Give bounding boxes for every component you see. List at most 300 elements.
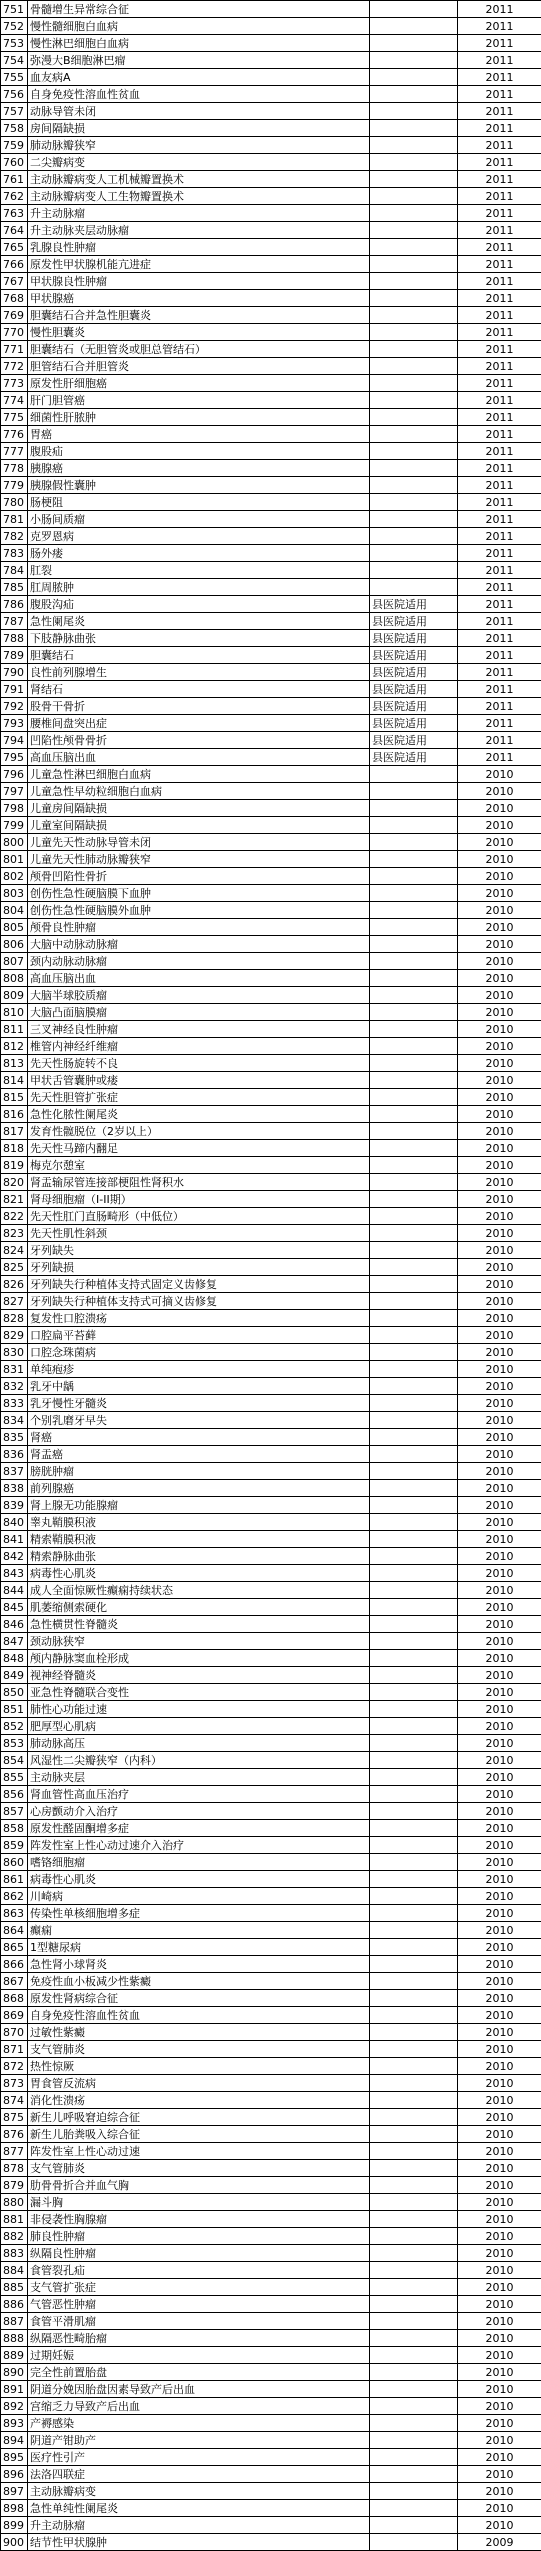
- row-number-cell: 764: [1, 222, 28, 239]
- table-row: [1, 290, 541, 307]
- applicability-note-cell: [370, 409, 458, 426]
- year-cell: 2010: [458, 2109, 541, 2126]
- table-row: [1, 1157, 541, 1174]
- pathway-name-cell: 肛周脓肿: [28, 579, 370, 596]
- row-number-cell: 891: [1, 2381, 28, 2398]
- pathway-name-cell: 梅克尔憩室: [28, 1157, 370, 1174]
- pathway-name-cell: 小肠间质瘤: [28, 511, 370, 528]
- pathway-name-cell: 股骨干骨折: [28, 698, 370, 715]
- pathway-name-cell: 肠外瘘: [28, 545, 370, 562]
- applicability-note-cell: [370, 2228, 458, 2245]
- row-number-cell: 822: [1, 1208, 28, 1225]
- year-cell: 2011: [458, 154, 541, 171]
- year-cell: 2010: [458, 2177, 541, 2194]
- applicability-note-cell: [370, 1004, 458, 1021]
- applicability-note-cell: [370, 273, 458, 290]
- table-row: [1, 1820, 541, 1837]
- row-number-cell: 796: [1, 766, 28, 783]
- table-row: [1, 2415, 541, 2432]
- row-number-cell: 862: [1, 1888, 28, 1905]
- pathway-name-cell: 肺性心功能过速: [28, 1701, 370, 1718]
- row-number-cell: 857: [1, 1803, 28, 1820]
- year-cell: 2010: [458, 1548, 541, 1565]
- applicability-note-cell: [370, 1735, 458, 1752]
- table-row: [1, 1412, 541, 1429]
- pathway-name-cell: 原发性醛固酮增多症: [28, 1820, 370, 1837]
- table-row: [1, 1208, 541, 1225]
- pathway-name-cell: 肺良性肿瘤: [28, 2228, 370, 2245]
- applicability-note-cell: [370, 528, 458, 545]
- applicability-note-cell: [370, 2126, 458, 2143]
- table-row: [1, 1956, 541, 1973]
- table-row: [1, 1616, 541, 1633]
- applicability-note-cell: [370, 1633, 458, 1650]
- year-cell: 2010: [458, 1106, 541, 1123]
- pathway-name-cell: 颈动脉狭窄: [28, 1633, 370, 1650]
- row-number-cell: 854: [1, 1752, 28, 1769]
- row-number-cell: 833: [1, 1395, 28, 1412]
- year-cell: 2011: [458, 494, 541, 511]
- row-number-cell: 840: [1, 1514, 28, 1531]
- year-cell: 2010: [458, 817, 541, 834]
- year-cell: 2010: [458, 1922, 541, 1939]
- pathway-name-cell: 胆囊结石: [28, 647, 370, 664]
- table-row: [1, 188, 541, 205]
- row-number-cell: 790: [1, 664, 28, 681]
- table-row: [1, 120, 541, 137]
- row-number-cell: 889: [1, 2347, 28, 2364]
- year-cell: 2011: [458, 664, 541, 681]
- row-number-cell: 869: [1, 2007, 28, 2024]
- table-row: [1, 1259, 541, 1276]
- table-row: [1, 2313, 541, 2330]
- table-row: [1, 545, 541, 562]
- row-number-cell: 882: [1, 2228, 28, 2245]
- applicability-note-cell: [370, 1191, 458, 1208]
- applicability-note-cell: [370, 1310, 458, 1327]
- row-number-cell: 856: [1, 1786, 28, 1803]
- year-cell: 2011: [458, 324, 541, 341]
- table-row: [1, 1565, 541, 1582]
- year-cell: 2010: [458, 1616, 541, 1633]
- year-cell: 2010: [458, 2483, 541, 2500]
- pathway-name-cell: 原发性甲状腺机能亢进症: [28, 256, 370, 273]
- year-cell: 2010: [458, 2398, 541, 2415]
- pathway-name-cell: 大脑半球胶质瘤: [28, 987, 370, 1004]
- applicability-note-cell: [370, 2330, 458, 2347]
- table-row: [1, 596, 541, 613]
- row-number-cell: 846: [1, 1616, 28, 1633]
- table-row: [1, 1735, 541, 1752]
- applicability-note-cell: 县医院适用: [370, 630, 458, 647]
- table-row: [1, 800, 541, 817]
- table-row: [1, 2126, 541, 2143]
- pathway-name-cell: 主动脉瓣病变: [28, 2483, 370, 2500]
- year-cell: 2010: [458, 1157, 541, 1174]
- row-number-cell: 885: [1, 2279, 28, 2296]
- applicability-note-cell: [370, 1922, 458, 1939]
- table-row: [1, 630, 541, 647]
- table-row: [1, 1225, 541, 1242]
- table-row: [1, 953, 541, 970]
- table-row: [1, 2194, 541, 2211]
- applicability-note-cell: [370, 1344, 458, 1361]
- pathway-name-cell: 膀胱肿瘤: [28, 1463, 370, 1480]
- applicability-note-cell: [370, 375, 458, 392]
- pathway-name-cell: 原发性肾病综合征: [28, 1990, 370, 2007]
- table-row: [1, 2007, 541, 2024]
- year-cell: 2010: [458, 2075, 541, 2092]
- table-row: [1, 1718, 541, 1735]
- pathway-name-cell: 医疗性引产: [28, 2449, 370, 2466]
- year-cell: 2010: [458, 953, 541, 970]
- row-number-cell: 755: [1, 69, 28, 86]
- row-number-cell: 850: [1, 1684, 28, 1701]
- row-number-cell: 816: [1, 1106, 28, 1123]
- table-row: [1, 35, 541, 52]
- year-cell: 2010: [458, 1531, 541, 1548]
- applicability-note-cell: [370, 2194, 458, 2211]
- applicability-note-cell: [370, 1259, 458, 1276]
- applicability-note-cell: [370, 1293, 458, 1310]
- year-cell: 2010: [458, 851, 541, 868]
- table-row: [1, 1769, 541, 1786]
- year-cell: 2010: [458, 2007, 541, 2024]
- pathway-name-cell: 颅骨凹陷性骨折: [28, 868, 370, 885]
- year-cell: 2011: [458, 613, 541, 630]
- pathway-name-cell: 高血压脑出血: [28, 970, 370, 987]
- pathway-name-cell: 法洛四联症: [28, 2466, 370, 2483]
- year-cell: 2010: [458, 987, 541, 1004]
- year-cell: 2010: [458, 1004, 541, 1021]
- row-number-cell: 851: [1, 1701, 28, 1718]
- table-row: [1, 1344, 541, 1361]
- applicability-note-cell: [370, 1956, 458, 1973]
- row-number-cell: 795: [1, 749, 28, 766]
- year-cell: 2010: [458, 1412, 541, 1429]
- pathway-name-cell: 自身免疫性溶血性贫血: [28, 2007, 370, 2024]
- year-cell: 2010: [458, 1701, 541, 1718]
- applicability-note-cell: [370, 1514, 458, 1531]
- pathway-name-cell: 升主动脉瘤: [28, 2517, 370, 2534]
- pathway-name-cell: 胰腺癌: [28, 460, 370, 477]
- pathway-name-cell: 大脑中动脉动脉瘤: [28, 936, 370, 953]
- table-row: [1, 1905, 541, 1922]
- row-number-cell: 782: [1, 528, 28, 545]
- applicability-note-cell: [370, 1837, 458, 1854]
- applicability-note-cell: [370, 1820, 458, 1837]
- year-cell: 2010: [458, 1684, 541, 1701]
- year-cell: 2011: [458, 749, 541, 766]
- applicability-note-cell: [370, 1208, 458, 1225]
- year-cell: 2010: [458, 800, 541, 817]
- pathway-name-cell: 细菌性肝脓肿: [28, 409, 370, 426]
- pathway-name-cell: 儿童急性淋巴细胞白血病: [28, 766, 370, 783]
- year-cell: 2010: [458, 1803, 541, 1820]
- pathway-name-cell: 先天性马蹄内翻足: [28, 1140, 370, 1157]
- applicability-note-cell: [370, 1174, 458, 1191]
- applicability-note-cell: [370, 426, 458, 443]
- year-cell: 2011: [458, 52, 541, 69]
- pathway-name-cell: 病毒性心肌炎: [28, 1871, 370, 1888]
- pathway-name-cell: 肺动脉高压: [28, 1735, 370, 1752]
- table-row: [1, 1786, 541, 1803]
- pathway-name-cell: 腹股沟疝: [28, 596, 370, 613]
- pathway-name-cell: 癫痫: [28, 1922, 370, 1939]
- applicability-note-cell: [370, 851, 458, 868]
- pathway-name-cell: 牙列缺失行种植体支持式可摘义齿修复: [28, 1293, 370, 1310]
- pathway-name-cell: 肥厚型心肌病: [28, 1718, 370, 1735]
- pathway-name-cell: 牙列缺失: [28, 1242, 370, 1259]
- table-row: [1, 239, 541, 256]
- row-number-cell: 900: [1, 2534, 28, 2551]
- applicability-note-cell: [370, 1582, 458, 1599]
- year-cell: 2009: [458, 2534, 541, 2551]
- table-row: [1, 2279, 541, 2296]
- table-row: [1, 1310, 541, 1327]
- table-row: [1, 443, 541, 460]
- applicability-note-cell: [370, 1140, 458, 1157]
- pathway-name-cell: 口腔扁平苔藓: [28, 1327, 370, 1344]
- applicability-note-cell: [370, 1752, 458, 1769]
- applicability-note-cell: [370, 2313, 458, 2330]
- year-cell: 2010: [458, 1310, 541, 1327]
- row-number-cell: 757: [1, 103, 28, 120]
- year-cell: 2010: [458, 1344, 541, 1361]
- pathway-name-cell: 过期妊娠: [28, 2347, 370, 2364]
- applicability-note-cell: [370, 1888, 458, 1905]
- row-number-cell: 762: [1, 188, 28, 205]
- year-cell: 2010: [458, 1208, 541, 1225]
- applicability-note-cell: [370, 205, 458, 222]
- pathway-name-cell: 纵隔良性肿瘤: [28, 2245, 370, 2262]
- pathway-name-cell: 创伤性急性硬脑膜外血肿: [28, 902, 370, 919]
- row-number-cell: 894: [1, 2432, 28, 2449]
- row-number-cell: 871: [1, 2041, 28, 2058]
- table-row: [1, 885, 541, 902]
- pathway-name-cell: 亚急性脊髓联合变性: [28, 1684, 370, 1701]
- year-cell: 2011: [458, 698, 541, 715]
- pathway-name-cell: 睾丸鞘膜积液: [28, 1514, 370, 1531]
- row-number-cell: 872: [1, 2058, 28, 2075]
- year-cell: 2010: [458, 1497, 541, 1514]
- table-row: [1, 69, 541, 86]
- pathway-name-cell: 甲状腺良性肿瘤: [28, 273, 370, 290]
- row-number-cell: 874: [1, 2092, 28, 2109]
- year-cell: 2011: [458, 443, 541, 460]
- row-number-cell: 767: [1, 273, 28, 290]
- table-row: [1, 2347, 541, 2364]
- table-row: [1, 1871, 541, 1888]
- year-cell: 2011: [458, 630, 541, 647]
- table-row: [1, 2092, 541, 2109]
- pathway-name-cell: 阴道分娩因胎盘因素导致产后出血: [28, 2381, 370, 2398]
- pathway-name-cell: 主动脉瓣病变人工生物瓣置换术: [28, 188, 370, 205]
- year-cell: 2010: [458, 1650, 541, 1667]
- year-cell: 2010: [458, 1259, 541, 1276]
- applicability-note-cell: [370, 1021, 458, 1038]
- table-row: [1, 664, 541, 681]
- table-row: [1, 919, 541, 936]
- table-row: [1, 1, 541, 18]
- row-number-cell: 860: [1, 1854, 28, 1871]
- year-cell: 2010: [458, 1242, 541, 1259]
- table-row: [1, 851, 541, 868]
- applicability-note-cell: 县医院适用: [370, 681, 458, 698]
- pathway-name-cell: 主动脉夹层: [28, 1769, 370, 1786]
- row-number-cell: 758: [1, 120, 28, 137]
- table-row: [1, 528, 541, 545]
- year-cell: 2010: [458, 2041, 541, 2058]
- table-row: [1, 1395, 541, 1412]
- row-number-cell: 752: [1, 18, 28, 35]
- row-number-cell: 845: [1, 1599, 28, 1616]
- year-cell: 2010: [458, 2279, 541, 2296]
- pathway-name-cell: 甲状腺癌: [28, 290, 370, 307]
- applicability-note-cell: [370, 970, 458, 987]
- row-number-cell: 772: [1, 358, 28, 375]
- table-row: [1, 1463, 541, 1480]
- pathway-name-cell: 儿童急性早幼粒细胞白血病: [28, 783, 370, 800]
- year-cell: 2010: [458, 2330, 541, 2347]
- table-row: [1, 341, 541, 358]
- applicability-note-cell: [370, 1871, 458, 1888]
- year-cell: 2011: [458, 290, 541, 307]
- table-row: [1, 1106, 541, 1123]
- table-row: [1, 1837, 541, 1854]
- applicability-note-cell: 县医院适用: [370, 596, 458, 613]
- row-number-cell: 805: [1, 919, 28, 936]
- row-number-cell: 887: [1, 2313, 28, 2330]
- row-number-cell: 829: [1, 1327, 28, 1344]
- applicability-note-cell: [370, 1429, 458, 1446]
- pathway-name-cell: 完全性前置胎盘: [28, 2364, 370, 2381]
- year-cell: 2011: [458, 545, 541, 562]
- applicability-note-cell: [370, 1463, 458, 1480]
- row-number-cell: 802: [1, 868, 28, 885]
- pathway-name-cell: 非侵袭性胸腺瘤: [28, 2211, 370, 2228]
- table-row: [1, 2517, 541, 2534]
- year-cell: 2010: [458, 1837, 541, 1854]
- pathway-name-cell: 肾上腺无功能腺瘤: [28, 1497, 370, 1514]
- year-cell: 2010: [458, 1769, 541, 1786]
- row-number-cell: 773: [1, 375, 28, 392]
- row-number-cell: 881: [1, 2211, 28, 2228]
- pathway-name-cell: 肾血管性高血压治疗: [28, 1786, 370, 1803]
- row-number-cell: 798: [1, 800, 28, 817]
- table-row: [1, 1446, 541, 1463]
- applicability-note-cell: 县医院适用: [370, 664, 458, 681]
- applicability-note-cell: [370, 494, 458, 511]
- applicability-note-cell: [370, 341, 458, 358]
- applicability-note-cell: [370, 902, 458, 919]
- year-cell: 2010: [458, 783, 541, 800]
- year-cell: 2010: [458, 885, 541, 902]
- year-cell: 2010: [458, 1973, 541, 1990]
- pathway-name-cell: 腹股疝: [28, 443, 370, 460]
- table-row: [1, 1990, 541, 2007]
- table-row: [1, 1004, 541, 1021]
- year-cell: 2010: [458, 936, 541, 953]
- year-cell: 2011: [458, 256, 541, 273]
- row-number-cell: 791: [1, 681, 28, 698]
- applicability-note-cell: 县医院适用: [370, 613, 458, 630]
- applicability-note-cell: [370, 290, 458, 307]
- table-row: [1, 494, 541, 511]
- applicability-note-cell: [370, 2211, 458, 2228]
- year-cell: 2010: [458, 2449, 541, 2466]
- pathway-name-cell: 儿童室间隔缺损: [28, 817, 370, 834]
- row-number-cell: 855: [1, 1769, 28, 1786]
- row-number-cell: 774: [1, 392, 28, 409]
- pathway-name-cell: 主动脉瓣病变人工机械瓣置换术: [28, 171, 370, 188]
- year-cell: 2010: [458, 1021, 541, 1038]
- applicability-note-cell: [370, 239, 458, 256]
- applicability-note-cell: [370, 800, 458, 817]
- table-row: [1, 1191, 541, 1208]
- row-number-cell: 890: [1, 2364, 28, 2381]
- applicability-note-cell: 县医院适用: [370, 698, 458, 715]
- pathway-name-cell: 急性单纯性阑尾炎: [28, 2500, 370, 2517]
- table-row: [1, 970, 541, 987]
- row-number-cell: 897: [1, 2483, 28, 2500]
- row-number-cell: 821: [1, 1191, 28, 1208]
- pathway-name-cell: 创伤性急性硬脑膜下血肿: [28, 885, 370, 902]
- pathway-name-cell: 热性惊厥: [28, 2058, 370, 2075]
- table-row: [1, 1582, 541, 1599]
- applicability-note-cell: [370, 868, 458, 885]
- row-number-cell: 820: [1, 1174, 28, 1191]
- year-cell: 2010: [458, 2381, 541, 2398]
- pathway-name-cell: 阴道产钳助产: [28, 2432, 370, 2449]
- applicability-note-cell: [370, 52, 458, 69]
- year-cell: 2010: [458, 1072, 541, 1089]
- year-cell: 2011: [458, 86, 541, 103]
- applicability-note-cell: [370, 188, 458, 205]
- row-number-cell: 826: [1, 1276, 28, 1293]
- applicability-note-cell: [370, 1361, 458, 1378]
- pathway-name-cell: 肛裂: [28, 562, 370, 579]
- year-cell: 2010: [458, 1055, 541, 1072]
- table-row: [1, 647, 541, 664]
- year-cell: 2010: [458, 1514, 541, 1531]
- pathway-name-cell: 肋骨骨折合并血气胸: [28, 2177, 370, 2194]
- applicability-note-cell: [370, 817, 458, 834]
- applicability-note-cell: [370, 1973, 458, 1990]
- pathway-name-cell: 肺动脉瓣狭窄: [28, 137, 370, 154]
- table-row: [1, 1973, 541, 1990]
- row-number-cell: 830: [1, 1344, 28, 1361]
- pathway-name-cell: 急性阑尾炎: [28, 613, 370, 630]
- table-row: [1, 2058, 541, 2075]
- row-number-cell: 804: [1, 902, 28, 919]
- applicability-note-cell: [370, 1412, 458, 1429]
- pathway-name-cell: 颅内静脉窦血栓形成: [28, 1650, 370, 1667]
- row-number-cell: 879: [1, 2177, 28, 2194]
- table-row: [1, 477, 541, 494]
- year-cell: 2010: [458, 2143, 541, 2160]
- table-row: [1, 1888, 541, 1905]
- row-number-cell: 768: [1, 290, 28, 307]
- year-cell: 2010: [458, 1378, 541, 1395]
- pathway-name-cell: 胰腺假性囊肿: [28, 477, 370, 494]
- pathway-name-cell: 单纯疱疹: [28, 1361, 370, 1378]
- row-number-cell: 765: [1, 239, 28, 256]
- row-number-cell: 827: [1, 1293, 28, 1310]
- table-row: [1, 2024, 541, 2041]
- pathway-name-cell: 阵发性室上性心动过速: [28, 2143, 370, 2160]
- table-row: [1, 579, 541, 596]
